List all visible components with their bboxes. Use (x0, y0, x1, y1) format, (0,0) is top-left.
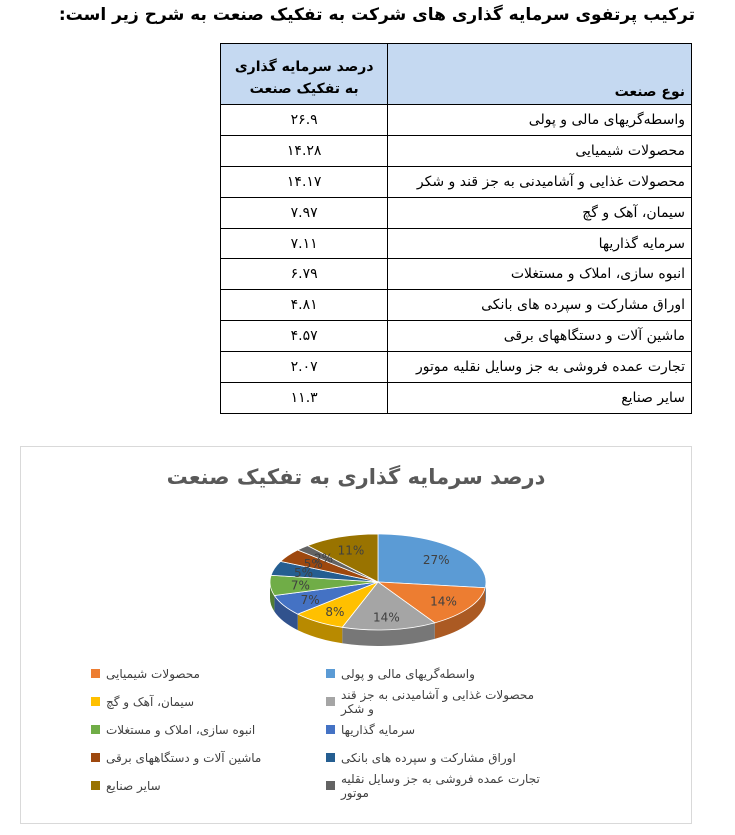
header-percent-line2: به تفکیک صنعت (249, 81, 359, 97)
legend-item (326, 749, 541, 766)
table-row (221, 352, 692, 383)
pie-data-label: 14% (373, 610, 400, 625)
legend-label: واسطه‌گریهای مالی و پولی (341, 666, 475, 681)
legend-label: اوراق مشارکت و سپرده های بانکی (341, 750, 516, 765)
table-row (221, 259, 692, 290)
cell-percent: ۴.۵۷ (221, 321, 388, 352)
table-row (221, 383, 692, 414)
pie-data-label: 11% (337, 543, 365, 558)
header-percent-line1: درصد سرمایه گذاری (234, 59, 374, 75)
table-row (221, 135, 692, 166)
table-row (221, 166, 692, 197)
legend-label: ماشین آلات و دستگاههای برقی (106, 750, 262, 765)
pie-data-label: 5% (294, 566, 314, 581)
legend-swatch (326, 725, 335, 734)
table-row (221, 321, 692, 352)
legend-swatch (326, 781, 335, 790)
legend-swatch (91, 781, 100, 790)
legend-item (91, 777, 306, 794)
legend-swatch (326, 669, 335, 678)
pie-data-label: 14% (430, 594, 457, 609)
legend-label: محصولات شیمیایی (106, 666, 200, 681)
table-row (221, 228, 692, 259)
legend-swatch (91, 753, 100, 762)
legend-label: سرمایه گذاریها (341, 722, 416, 737)
legend-swatch (91, 725, 100, 734)
pie-data-label: 7% (300, 592, 320, 607)
table-header-row (221, 44, 692, 105)
table-row (221, 197, 692, 228)
cell-industry: سیمان، آهک و گچ (388, 197, 692, 228)
pie-data-label: 2% (314, 551, 334, 566)
pie-data-label: 8% (325, 604, 345, 619)
cell-industry: واسطه‌گریهای مالی و پولی (388, 105, 692, 136)
table-row (221, 290, 692, 321)
legend-swatch (91, 697, 100, 706)
pie-data-label: 27% (422, 553, 450, 568)
legend-label: سیمان، آهک و گچ (106, 694, 195, 709)
cell-percent: ۱۴.۱۷ (221, 166, 388, 197)
cell-industry: محصولات شیمیایی (388, 135, 692, 166)
chart-legend (91, 665, 541, 800)
legend-item (326, 771, 541, 800)
pie-data-label: 7% (290, 578, 310, 593)
legend-label: سایر صنایع (106, 778, 161, 793)
cell-percent: ۱۴.۲۸ (221, 135, 388, 166)
page-heading: ترکیب پرتفوی سرمایه گذاری های شرکت به تفکیک صنعت به شرح زیر است: (58, 5, 695, 25)
pie-chart (20, 446, 692, 824)
cell-percent: ۴.۸۱ (221, 290, 388, 321)
cell-percent: ۲.۰۷ (221, 352, 388, 383)
legend-item (91, 721, 306, 738)
chart-title: درصد سرمایه گذاری به تفکیک صنعت (166, 465, 546, 489)
cell-industry: سرمایه گذاریها (388, 228, 692, 259)
legend-item (91, 749, 306, 766)
legend-label: انبوه سازی، املاک و مستغلات (106, 722, 256, 737)
legend-label: تجارت عمده فروشی به جز وسایل نقلیه موتور (341, 771, 540, 800)
cell-percent: ۲۶.۹ (221, 105, 388, 136)
legend-label: محصولات غذایی و آشامیدنی به جز قند و شکر (341, 687, 535, 716)
cell-percent: ۷.۹۷ (221, 197, 388, 228)
legend-item (326, 687, 541, 716)
cell-industry: اوراق مشارکت و سپرده های بانکی (388, 290, 692, 321)
legend-item (91, 665, 306, 682)
pie-plot (21, 447, 691, 667)
header-industry: نوع صنعت (388, 44, 692, 105)
cell-industry: تجارت عمده فروشی به جز وسایل نقلیه موتور (388, 352, 692, 383)
legend-item (326, 665, 541, 682)
legend-swatch (91, 669, 100, 678)
cell-industry: محصولات غذایی و آشامیدنی به جز قند و شکر (388, 166, 692, 197)
cell-percent: ۶.۷۹ (221, 259, 388, 290)
cell-percent: ۷.۱۱ (221, 228, 388, 259)
cell-industry: انبوه سازی، املاک و مستغلات (388, 259, 692, 290)
portfolio-table (220, 43, 692, 414)
legend-item (326, 721, 541, 738)
table-row (221, 105, 692, 136)
cell-industry: سایر صنایع (388, 383, 692, 414)
cell-percent: ۱۱.۳ (221, 383, 388, 414)
header-percent (221, 44, 388, 105)
legend-item (91, 693, 306, 710)
legend-swatch (326, 753, 335, 762)
cell-industry: ماشین آلات و دستگاههای برقی (388, 321, 692, 352)
legend-swatch (326, 697, 335, 706)
pie-data-label: 5% (303, 556, 323, 571)
